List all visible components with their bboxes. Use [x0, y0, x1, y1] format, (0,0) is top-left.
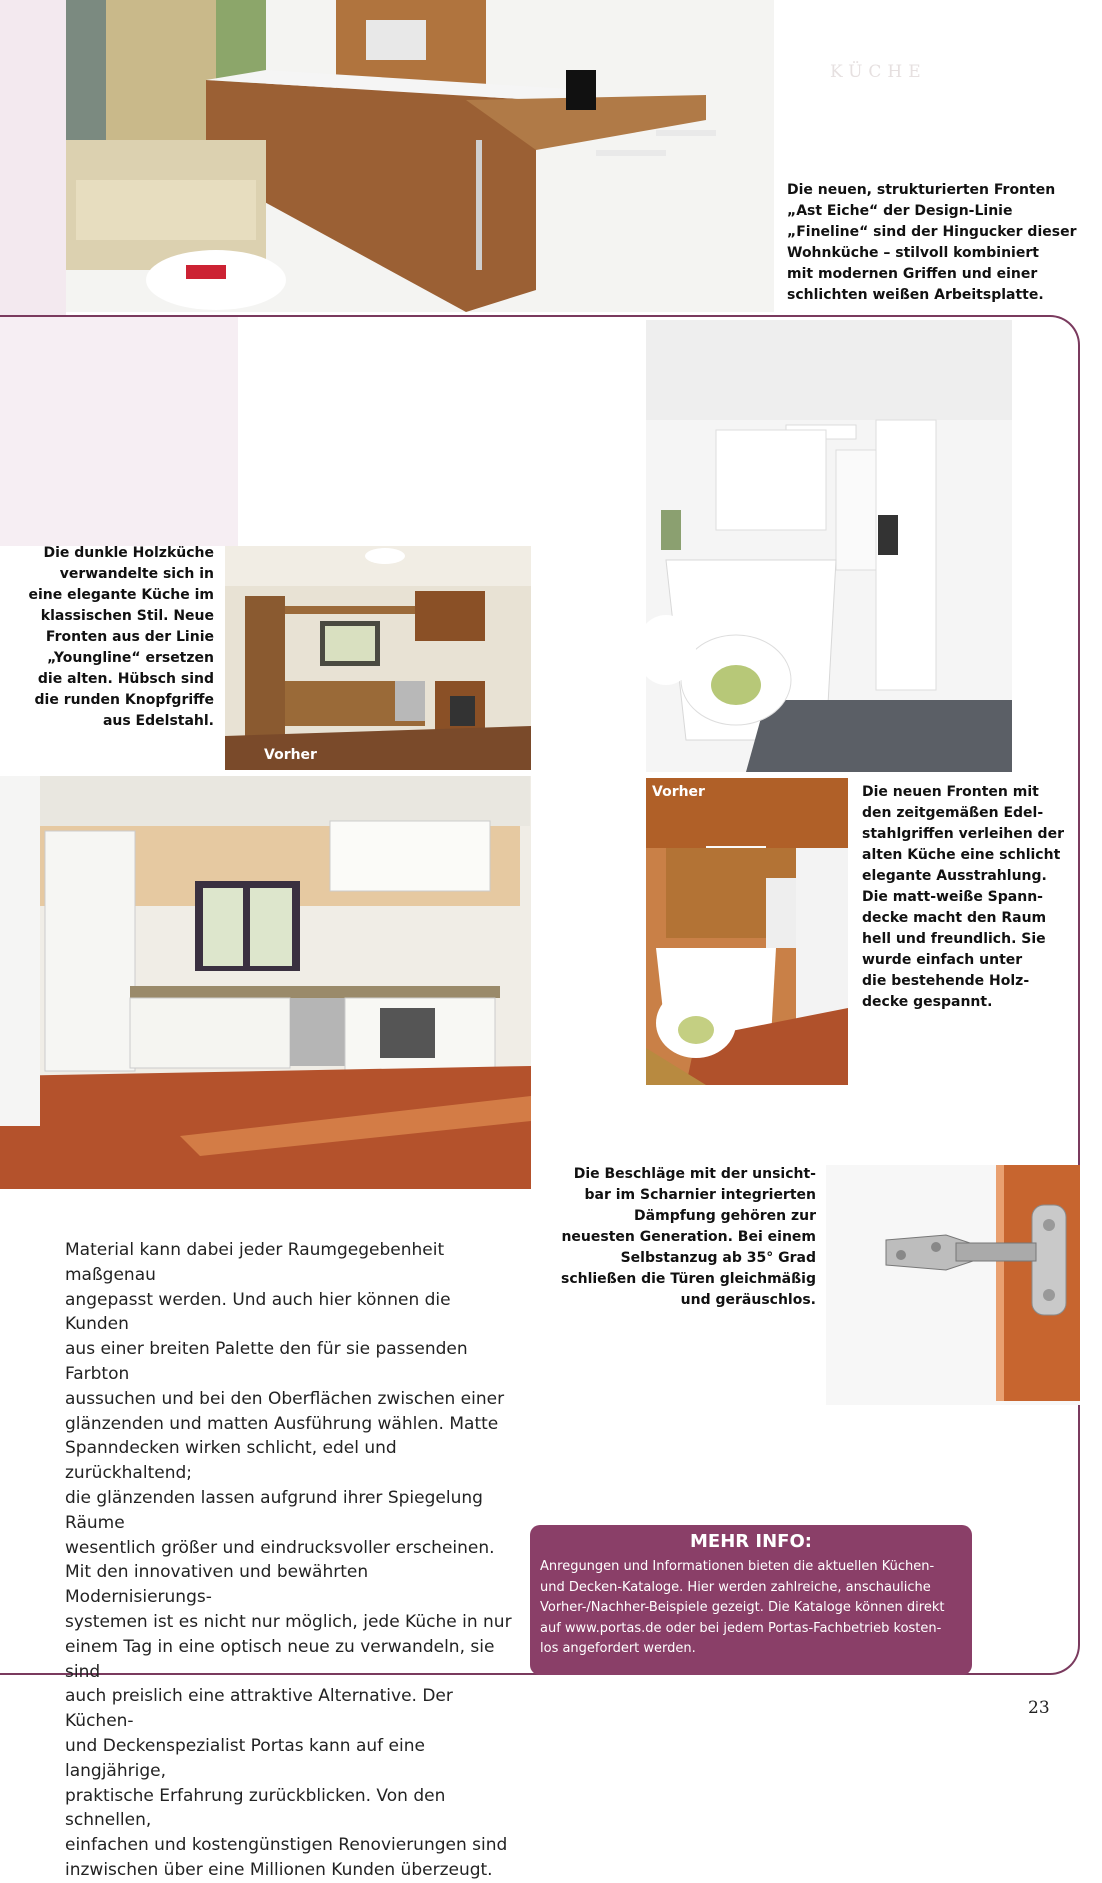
body-line: Material kann dabei jeder Raumgegebenheit maßgenau	[65, 1240, 445, 1285]
caption-line: den zeitgemäßen Edel-	[862, 805, 1044, 821]
body-line: Spanndecken wirken schlicht, edel und zurückhaltend;	[65, 1438, 397, 1484]
caption-left-mid	[20, 543, 214, 732]
caption-line: Fronten aus der Linie	[45, 629, 214, 645]
caption-line: die alten. Hübsch sind	[37, 671, 214, 687]
caption-line: Die matt-weiße Spann-	[862, 889, 1043, 905]
dark-kitchen-illustration	[225, 546, 531, 770]
caption-line: decke gespannt.	[862, 994, 993, 1010]
caption-line: aus Edelstahl.	[102, 713, 214, 729]
body-line: und Deckenspezialist Portas kann auf eine langjährige,	[65, 1735, 425, 1781]
page-number: 23	[1028, 1698, 1050, 1718]
body-line: einfachen und kostengünstigen Renovierungen sind	[65, 1835, 508, 1856]
body-line: inzwischen über eine Millionen Kunden überzeugt.	[65, 1859, 493, 1880]
caption-line: mit modernen Griffen und einer	[787, 266, 1038, 282]
info-line: und Decken-Kataloge. Hier werden zahlreiche, anschauliche	[540, 1579, 931, 1595]
wood-kitchen-illustration	[66, 0, 774, 312]
body-text	[65, 1238, 515, 1883]
body-line: praktische Erfahrung zurückblicken. Von den schnellen,	[65, 1785, 446, 1831]
caption-line: schlichten weißen Arbeitsplatte.	[787, 287, 1044, 303]
caption-line: schließen die Türen gleichmäßig	[560, 1271, 816, 1287]
caption-line: „Fineline“ sind der Hingucker dieser	[787, 224, 1077, 240]
hinge-illustration	[826, 1165, 1080, 1405]
caption-line: bar im Scharnier integrierten	[584, 1187, 816, 1203]
info-line: auf www.portas.de oder bei jedem Portas-Fachbetrieb kosten-	[540, 1620, 942, 1636]
left-margin-strip	[0, 0, 66, 316]
body-line: wesentlich größer und eindrucksvoller erscheinen.	[65, 1537, 495, 1558]
before-label: Vorher	[264, 747, 317, 763]
caption-line: die runden Knopfgriffe	[34, 692, 214, 708]
caption-line: die bestehende Holz-	[862, 973, 1030, 989]
info-box-title: MEHR INFO:	[690, 1531, 812, 1552]
caption-line: alten Küche eine schlicht	[862, 847, 1061, 863]
photo-before-wood-ceiling	[646, 778, 848, 1085]
caption-line: Die dunkle Holzküche	[43, 545, 214, 561]
info-box-body	[540, 1557, 962, 1660]
caption-line: Wohnküche – stilvoll kombiniert	[787, 245, 1039, 261]
caption-line: elegante Ausstrahlung.	[862, 868, 1047, 884]
body-line: angepasst werden. Und auch hier können die Kunden	[65, 1289, 451, 1335]
photo-before-dark-kitchen	[225, 546, 531, 770]
body-line: auch preislich eine attraktive Alternative. Der Küchen-	[65, 1686, 453, 1732]
info-line: Vorher-/Nachher-Beispiele gezeigt. Die Kataloge können direkt	[540, 1600, 945, 1615]
caption-top-right	[787, 180, 1097, 306]
photo-wood-kitchen	[66, 0, 774, 312]
caption-line: decke macht den Raum	[862, 910, 1047, 926]
info-line: los angefordert werden.	[540, 1641, 696, 1656]
white-kitchen-illustration	[646, 320, 1012, 772]
photo-white-kitchen-after	[646, 320, 1012, 772]
wood-ceiling-illustration	[646, 778, 848, 1085]
country-kitchen-illustration	[0, 776, 531, 1189]
caption-line: Die neuen, strukturierten Fronten	[787, 182, 1056, 198]
caption-line: „Ast Eiche“ der Design-Linie	[787, 203, 1013, 219]
body-line: die glänzenden lassen aufgrund ihrer Spiegelung Räume	[65, 1487, 483, 1533]
header-section-label: KÜCHE	[830, 62, 927, 82]
caption-line: wurde einfach unter	[862, 952, 1023, 968]
caption-line: stahlgriffen verleihen der	[862, 826, 1064, 842]
body-line: glänzenden und matten Ausführung wählen. Matte	[65, 1413, 499, 1434]
caption-right-mid	[862, 782, 1082, 1013]
caption-line: klassischen Stil. Neue	[40, 608, 214, 624]
photo-hinge	[826, 1165, 1080, 1405]
caption-line: und geräuschlos.	[680, 1292, 816, 1308]
caption-line: „Youngline“ ersetzen	[47, 650, 214, 666]
body-line: aus einer breiten Palette den für sie passenden Farbton	[65, 1339, 468, 1384]
before-label: Vorher	[652, 784, 705, 800]
caption-line: eine elegante Küche im	[28, 587, 214, 603]
caption-line: neuesten Generation. Bei einem	[561, 1229, 816, 1245]
info-line: Anregungen und Informationen bieten die aktuellen Küchen-	[540, 1559, 935, 1574]
caption-line: Die Beschläge mit der unsicht-	[573, 1166, 816, 1182]
photo-white-kitchen-country	[0, 776, 531, 1189]
body-line: Mit den innovativen und bewährten Modernisierungs-	[65, 1562, 369, 1608]
caption-line: verwandelte sich in	[59, 566, 214, 582]
body-line: aussuchen und bei den Oberflächen zwischen einer	[65, 1388, 505, 1409]
caption-line: Selbstanzug ab 35° Grad	[620, 1250, 816, 1266]
caption-hinge	[540, 1164, 816, 1311]
caption-line: hell und freundlich. Sie	[862, 931, 1046, 947]
body-line: einem Tag in eine optisch neue zu verwandeln, sie sind	[65, 1636, 495, 1682]
info-box	[530, 1525, 972, 1675]
caption-line: Dämpfung gehören zur	[634, 1208, 816, 1224]
body-line: systemen ist es nicht nur möglich, jede Küche in nur	[65, 1611, 512, 1632]
caption-line: Die neuen Fronten mit	[862, 784, 1039, 800]
